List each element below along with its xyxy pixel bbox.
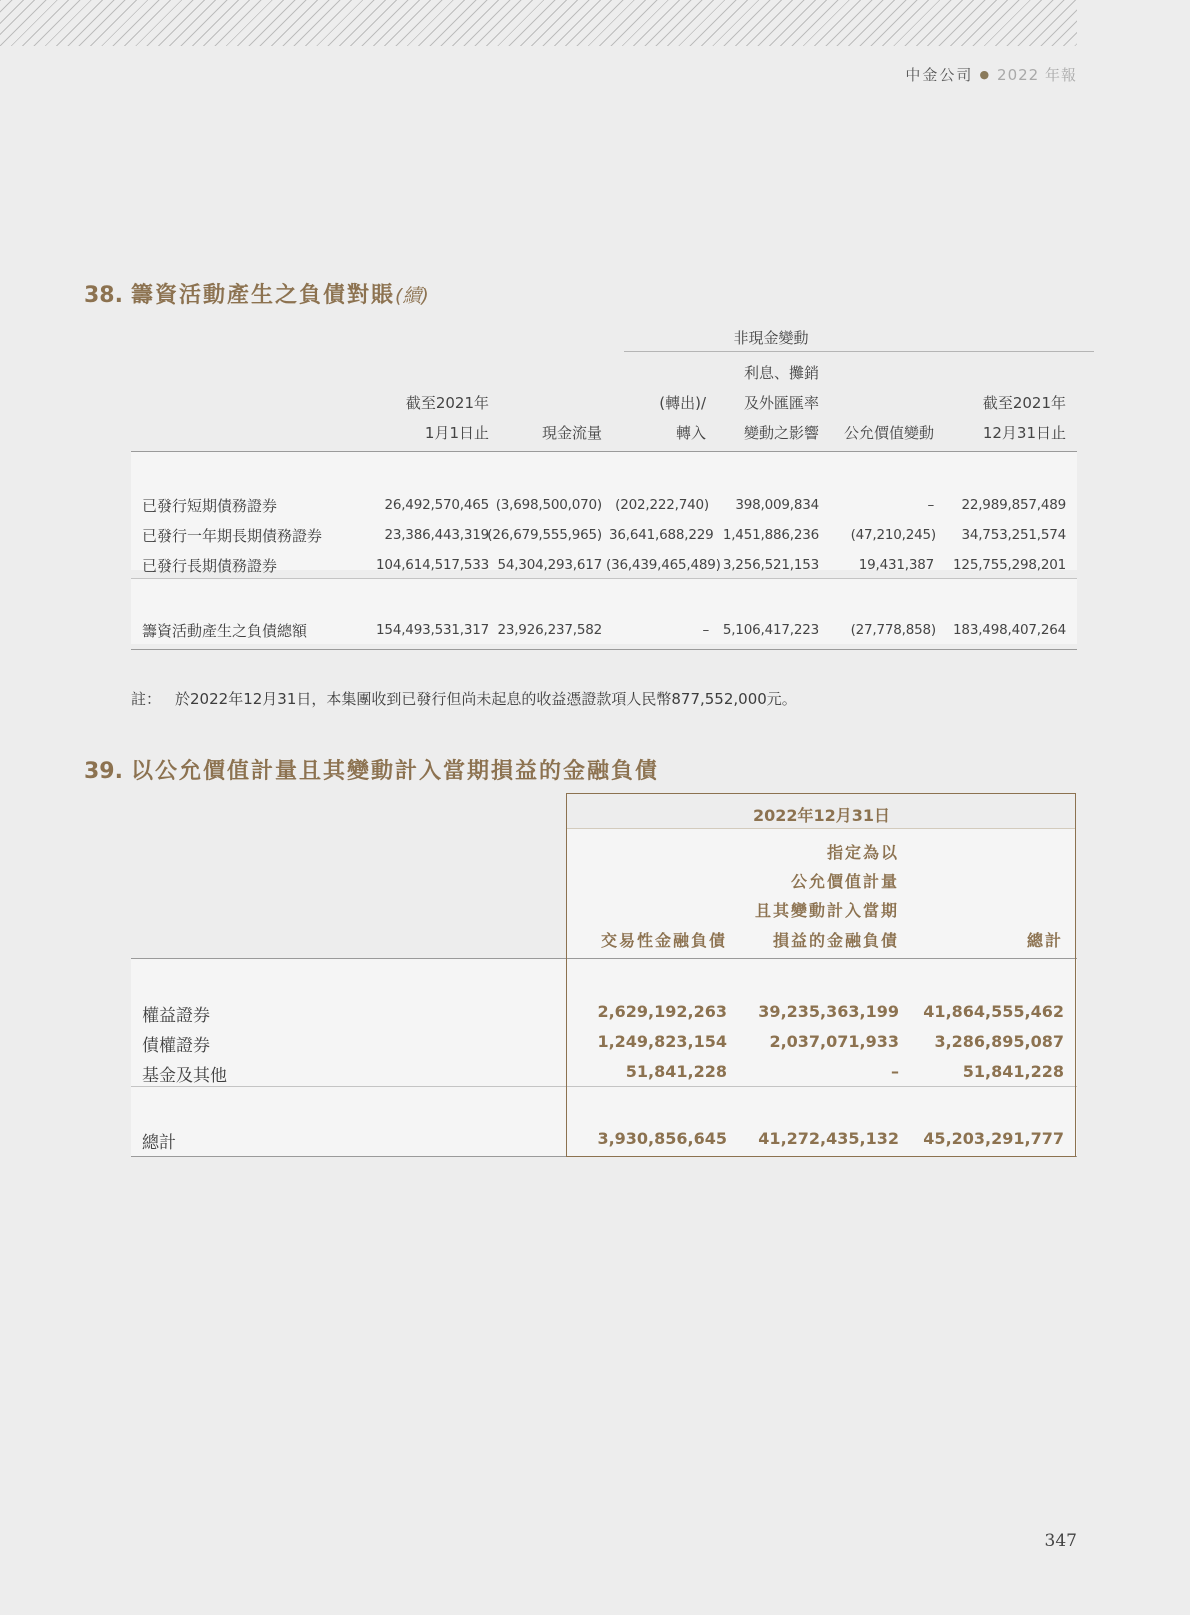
company-name: 中金公司 [905,66,974,84]
col-header-transfer-1: (轉出)/ [659,394,706,412]
row-label-long-term: 已發行長期債務證券 [142,557,278,575]
col-header-cashflow: 現金流量 [541,424,602,442]
row1-interest: 398,009,834 [735,497,819,513]
total-interest: 5,106,417,223 [722,622,819,638]
section-39-number: 39. [84,759,123,784]
section-39-heading: 以公允價值計量且其變動計入當期損益的金融負債 [130,759,659,784]
col-header-interest-3: 變動之影響 [743,424,819,442]
row1-closing: 22,989,857,489 [961,497,1066,513]
row2-interest: 1,451,886,236 [722,527,819,543]
section-38-number: 38. [84,283,123,308]
row1-fair-value: – [927,497,934,513]
col-header-interest-2: 及外匯匯率 [743,394,819,412]
row3-cashflow: 54,304,293,617 [497,557,602,573]
total-trading: 3,930,856,645 [597,1129,727,1148]
col-header-transfer-2: 轉入 [675,424,706,442]
equity-designated: 39,235,363,199 [758,1002,899,1021]
col-header-designated-2: 公允價值計量 [790,872,899,891]
report-year: 2022 年報 [997,66,1077,84]
row1-transfer: (202,222,740) [615,497,709,513]
funds-trading: 51,841,228 [625,1062,727,1081]
row1-opening: 26,492,570,465 [384,497,489,513]
col-header-opening-1: 截至2021年 [405,394,489,412]
non-cash-group-header: 非現金變動 [733,329,809,347]
total-cashflow: 23,926,237,582 [497,622,602,638]
total-closing: 183,498,407,264 [953,622,1066,638]
row3-closing: 125,755,298,201 [953,557,1066,573]
col-header-designated-3: 且其變動計入當期 [754,901,899,920]
col-header-designated-1: 指定為以 [826,843,899,862]
section-39-title [84,754,659,785]
row3-interest: 3,256,521,153 [722,557,819,573]
debt-total: 3,286,895,087 [934,1032,1064,1051]
footnote-mark: 註： [131,690,162,708]
total-total: 45,203,291,777 [923,1129,1064,1148]
equity-trading: 2,629,192,263 [597,1002,727,1021]
footnote-text: 於2022年12月31日，本集團收到已發行但尚未起息的收益憑證款項人民幣877,552,000元。 [175,690,797,708]
total-designated: 41,272,435,132 [758,1129,899,1148]
funds-total: 51,841,228 [962,1062,1064,1081]
row1-cashflow: (3,698,500,070) [495,497,602,513]
section-38-title [84,278,429,309]
row3-transfer: (36,439,465,489) [606,557,721,573]
total-transfer: – [702,622,709,638]
row2-transfer: 36,641,688,229 [609,527,714,543]
row-label-debt: 債權證券 [142,1036,210,1056]
decorative-hatch-band [0,0,1077,46]
row-label-funds: 基金及其他 [142,1066,227,1086]
col-header-trading: 交易性金融負債 [600,931,727,950]
col-header-interest-1: 利息、攤銷 [743,364,819,382]
footnote [131,688,797,709]
section-38-heading: 籌資活動產生之負債對賬 [130,283,395,308]
col-header-closing-2: 12月31日止 [982,424,1066,442]
funds-designated: – [891,1062,899,1081]
row-label-one-year: 已發行一年期長期債務證券 [142,527,323,545]
page-number: 347 [1044,1531,1077,1551]
row2-opening: 23,386,443,319 [384,527,489,543]
row2-cashflow: (26,679,555,965) [487,527,602,543]
section-38-continued: (續) [395,285,429,307]
row3-fair-value: 19,431,387 [858,557,934,573]
date-header: 2022年12月31日 [752,806,891,825]
equity-total: 41,864,555,462 [923,1002,1064,1021]
col-header-designated-4: 損益的金融負債 [772,931,899,950]
row-label-short-term: 已發行短期債務證券 [142,497,278,515]
row-label-equity: 權益證券 [142,1006,210,1026]
table-38-bottom-rule [131,649,1077,650]
row2-fair-value: (47,210,245) [850,527,936,543]
col-header-closing-1: 截至2021年 [982,394,1066,412]
total-opening: 154,493,531,317 [376,622,489,638]
row-label-total: 籌資活動產生之負債總額 [142,622,308,640]
debt-designated: 2,037,071,933 [769,1032,899,1051]
debt-trading: 1,249,823,154 [597,1032,727,1051]
total-fair-value: (27,778,858) [850,622,936,638]
row2-closing: 34,753,251,574 [961,527,1066,543]
bullet-icon: ● [979,68,992,81]
highlight-frame [566,793,1076,1157]
col-header-total: 總計 [1026,931,1063,950]
group-underline [624,351,1094,352]
col-header-fair-value: 公允價值變動 [843,424,934,442]
row-label-total-39: 總計 [142,1133,176,1153]
row3-opening: 104,614,517,533 [376,557,489,573]
running-header [905,64,1077,85]
col-header-opening-2: 1月1日止 [424,424,489,442]
